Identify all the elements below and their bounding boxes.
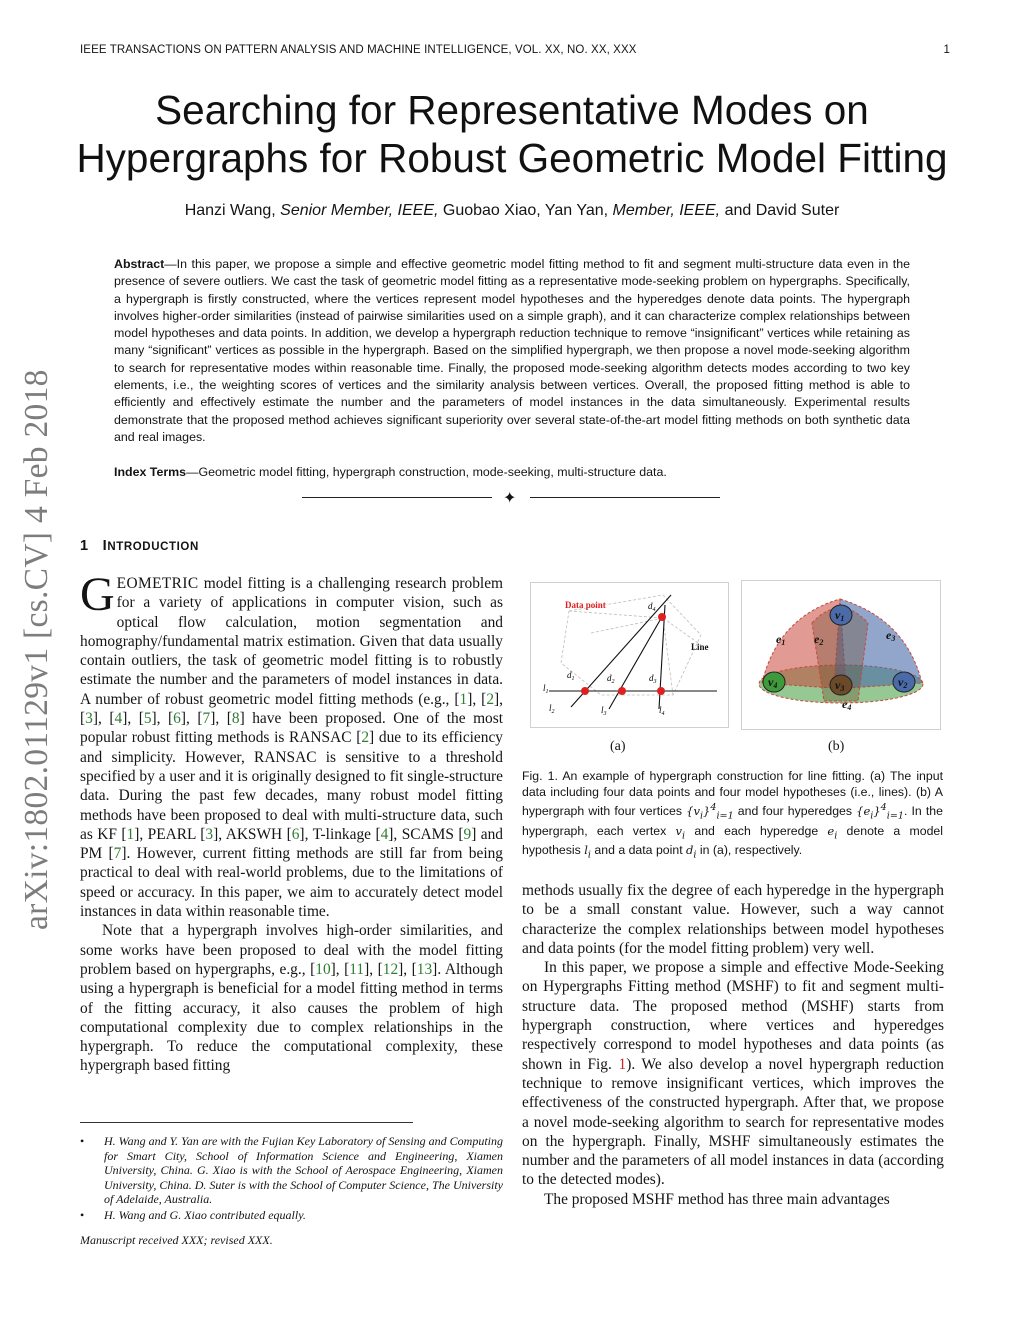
intro-paragraph-1: GEOMETRIC model fitting is a challenging research problem for a variety of applications in computer vision, such as optical flow calculation, motion segmentation and homography/fundamental matrix estimation. Given that data usually contain outliers, the task of geometric model fitting is to robustly estimate the number and the parameters of model instances in data. A number of robust geometric model fitting methods (e.g., [1], [2], [3], [4], [5], [6], [7], [8] have been proposed. One of the most popular robust fitting methods is RANSAC [2] due to its efficiency and simplicity. However, RANSAC is sensitive to a threshold specified by a user and it is originally designed to fit single-structure data. During the past few decades, many robust model fitting methods have been proposed to deal with multi-structure data, such as KF [1], PEARL [3], AKSWH [6], T-linkage [4], SCAMS [9] and PM [7]. However, current fitting methods are still far from being practical to deal with real-world problems, due to the limitations of speed or accuracy. In this paper, we aim to accurately detect model instances in data within reasonable time. — [80, 568, 504, 921]
index-terms — [114, 464, 910, 481]
journal-name: IEEE TRANSACTIONS ON PATTERN ANALYSIS AND MACHINE INTELLIGENCE, VOL. XX, NO. XX, XXX — [80, 44, 637, 56]
left-column — [80, 568, 504, 1076]
author-2-role: Member, IEEE, — [612, 202, 721, 219]
label-e1: e1 — [776, 632, 786, 647]
citation-link[interactable]: 7 — [202, 710, 211, 728]
text-run: . Although using a hypergraph is beneficial for a model fitting method in terms of the fitting accuracy, it also causes the problem of high computational complexity due to complex relationships in the hypergraph. To reduce the computational complexity, these hypergraph based fitting — [80, 960, 503, 1075]
caption-text: and four hyperedges — [733, 803, 857, 818]
text-run: , PEARL — [139, 825, 201, 843]
citation-link[interactable]: 6 — [291, 825, 300, 843]
abstract-text: —In this paper, we propose a simple and effective geometric model fitting method to fit and segment multi-structure data even in the presence of severe outliers. We cast the task of geometric model fitting as a representative mode-seeking problem on hypergraphs. Specifically, a hypergraph is firstly constructed, where the vertices represent model hypotheses and the hyperedges denote data points. The hypergraph involves higher-order similarities (instead of pairwise similarities used on a simple graph), and it can characterize complex relationships between model hypotheses and data points. In addition, we develop a hypergraph reduction technique to remove “insignificant” vertices while retaining as many “significant” vertices as possible in the hypergraph. Based on the simplified hypergraph, we then propose a novel mode-seeking algorithm to search for representative modes within reasonable time. Finally, the proposed mode-seeking algorithm detects modes according to two key elements, i.e., the weighting scores of vertices and the similarity analysis between vertices. Overall, the proposed fitting method is able to efficiently and effectively estimate the number and the parameters of model instances in the data simultaneously. Experimental results demonstrate that the proposed method achieves significant superiority over several state-of-the-art model fitting methods on both synthetic data and real images. — [114, 257, 910, 444]
caption-math: $l_i$ — [584, 843, 591, 861]
text-run: model fitting is a challenging research problem for a variety of applications in computer vision, such as optical flow calculation, motion segmentation and homography/fundamental matrix estimation. Given that data usually contain outliers, the task of geometric model fitting is to robustly estimate the number and the parameters of model instances in data. A number of robust geometric model fitting methods (e.g., — [80, 575, 503, 708]
data-point-label: Data point — [565, 600, 606, 610]
title-line-1: Searching for Representative Modes on — [155, 87, 869, 133]
footnote-equal-contribution — [80, 1208, 503, 1223]
figure-label-b: (b) — [828, 739, 845, 754]
data-point-d3 — [657, 687, 665, 695]
abstract — [114, 256, 910, 446]
label-l2: $l_2$ — [549, 703, 555, 715]
citation-link[interactable]: 2 — [361, 729, 370, 747]
figure-label-a: (a) — [610, 739, 626, 754]
label-l1: $l_1$ — [543, 683, 549, 695]
citation-link[interactable]: 11 — [349, 960, 365, 978]
manuscript-note: Manuscript received XXX; revised XXX. — [80, 1233, 273, 1247]
footnote-rule — [80, 1122, 413, 1123]
label-e3: e3 — [886, 628, 896, 643]
text-run: due to its efficiency and simplicity. However, RANSAC is sensitive to a threshold specified by a user and it is originally designed to fit single-structure data. During the past few decades, many robust model fitting methods have been proposed to deal with multi-structure data, such as KF — [80, 729, 503, 843]
abstract-label: Abstract — [114, 257, 165, 271]
author-2: Guobao Xiao, Yan Yan, — [442, 202, 609, 219]
citation-link[interactable]: 3 — [85, 710, 93, 728]
caption-text: Fig. 1. An example of hypergraph construction for line fitting. (a) The input data including four data points and four model hypotheses (i.e., lines). (b) A hypergraph with four vertices — [522, 769, 943, 818]
divider-ornament-icon: ✦ — [503, 490, 517, 507]
label-d2: $d_2$ — [607, 673, 615, 685]
citation-link[interactable]: 8 — [231, 710, 240, 728]
right-paragraph-2 — [522, 958, 944, 1190]
divider-line-left — [302, 497, 492, 498]
data-point-d4 — [658, 613, 666, 621]
author-1-role: Senior Member, IEEE, — [280, 202, 439, 219]
footnote-affiliations — [80, 1134, 503, 1207]
citation-link[interactable]: 6 — [173, 710, 181, 728]
caption-text: denote a model hypothesis — [522, 823, 943, 858]
footnote-text: H. Wang and Y. Yan are with the Fujian Key Laboratory of Sensing and Computing for Smart City, School of Information Science and Engineering, Xiamen University, China. G. Xiao is with the School of Aerospace Engineering, Xiamen University, China. D. Suter is with the School of Computer Science, The University of Adelaide, Australia. — [104, 1134, 503, 1207]
footnote-text: H. Wang and G. Xiao contributed equally. — [104, 1207, 306, 1222]
citation-link[interactable]: 13 — [416, 960, 433, 978]
caption-math: $e_i$ — [827, 823, 838, 841]
line-label: Line — [691, 642, 709, 652]
section-title-first-letter: I — [102, 538, 108, 554]
arxiv-stamp: arXiv:1802.01129v1 [cs.CV] 4 Feb 2018 — [18, 369, 55, 930]
figure-caption — [522, 769, 943, 863]
caption-text: in (a), respectively. — [696, 843, 803, 858]
author-3: and David Suter — [724, 202, 840, 219]
title-line-2: Hypergraphs for Robust Geometric Model Fitting — [76, 135, 948, 181]
page-number: 1 — [943, 44, 950, 56]
text-run: . However, current fitting methods are still far from being practical to deal with real-world problems, due to the limitations of speed or accuracy. In this paper, we aim to accurately detect model instances in data within reasonable time. — [80, 845, 503, 921]
bullet-icon: • — [80, 1207, 85, 1222]
dropcap: G — [80, 568, 115, 621]
caption-math: $\{e_i\}^4_{i=1}$ — [856, 802, 904, 822]
figure-1a — [530, 582, 729, 728]
caption-text: and a data point — [590, 843, 687, 858]
citation-link[interactable]: 3 — [205, 825, 214, 843]
section-title-rest: NTRODUCTION — [107, 541, 199, 553]
figure-1b-drawing — [742, 581, 940, 729]
label-v4: v4 — [768, 675, 778, 690]
label-v1: v1 — [835, 608, 845, 623]
section-number: 1 — [80, 538, 89, 554]
text-run: In this paper, we propose a simple and effective Mode-Seeking on Hypergraphs Fitting method (MSHF) to fit and segment multi-structure data. The proposed method (MSHF) starts from hypergraph construction, where vertices and hyperedges respectively correspond to model hypotheses and data points (as shown in Fig. — [522, 959, 944, 1073]
right-column — [522, 881, 944, 1209]
label-l3: $l_3$ — [601, 705, 607, 717]
section-heading — [80, 538, 199, 554]
author-1: Hanzi Wang, — [184, 202, 276, 219]
citation-link[interactable]: 12 — [382, 960, 399, 978]
index-terms-label: Index Terms — [114, 465, 187, 479]
running-head — [80, 44, 950, 56]
label-e2: e2 — [814, 632, 824, 647]
text-run: , SCAMS — [393, 825, 459, 843]
text-run: ). We also develop a novel hypergraph reduction technique to remove insignificant vertices, which improves the effectiveness of the constructed hypergraph. After that, we propose a novel mode-seeking algorithm to search for representative modes on the hypergraph. Finally, MSHF simultaneously estimates the number and the parameters of all model instances in data (according to the detected modes). — [522, 1055, 944, 1189]
figure-1b — [741, 580, 941, 730]
caption-math: $d_i$ — [686, 843, 697, 861]
text-run: and PM — [80, 825, 503, 863]
bullet-icon: • — [80, 1134, 85, 1148]
citation-link[interactable]: 1 — [459, 690, 468, 708]
figure-1a-drawing — [531, 583, 728, 727]
label-d3: $d_3$ — [649, 673, 657, 685]
label-v3: v3 — [835, 678, 845, 693]
caption-math: $v_i$ — [675, 823, 686, 841]
citation-link[interactable]: 10 — [315, 960, 331, 978]
citation-link[interactable]: 5 — [143, 710, 152, 728]
citation-link[interactable]: 2 — [486, 690, 495, 708]
smallcaps-word: EOMETRIC — [116, 575, 199, 592]
caption-text: . In the hypergraph, each vertex — [522, 803, 943, 838]
right-paragraph-3: The proposed MSHF method has three main advantages — [544, 1190, 890, 1208]
data-point-d2 — [618, 687, 626, 695]
model-lines — [549, 595, 717, 709]
citation-link[interactable]: 9 — [463, 825, 472, 843]
dashed-guides — [561, 595, 701, 695]
right-paragraph-1: methods usually fix the degree of each hyperedge in the hypergraph to be a small constant value. However, such a way cannot characterize the complex relationships between model hypotheses and data points (for the model fitting problem) very well. — [522, 882, 944, 957]
paper-title — [60, 86, 964, 182]
footnotes — [80, 1134, 503, 1224]
text-run: , AKSWH — [218, 825, 287, 843]
label-d4: $d_4$ — [648, 601, 656, 613]
citation-link[interactable]: 1 — [126, 825, 135, 843]
label-d1: $d_1$ — [567, 670, 575, 682]
citation-link[interactable]: 4 — [114, 710, 123, 728]
label-l4: $l_4$ — [659, 705, 665, 717]
text-run: have been proposed. One of the most popular robust fitting methods is RANSAC — [80, 710, 504, 747]
caption-math: $\{v_i\}^4_{i=1}$ — [686, 802, 734, 822]
divider-line-right — [530, 497, 720, 498]
text-run: , T-linkage — [304, 825, 376, 843]
intro-paragraph-2: Note that a hypergraph involves high-order similarities, and some works have been proposed to deal with the model fitting problem based on hypergraphs, e.g., [10], [11], [12], [13]. Although using a hypergraph is beneficial for a model fitting method in terms of the fitting accuracy, it also causes the problem of high computational complexity due to complex relationships in the hypergraph. To reduce the computational complexity, these hypergraph based fitting — [80, 922, 503, 1075]
text-run: Note that a hypergraph involves high-order similarities, and some works have been proposed to deal with the model fitting problem based on hypergraphs, e.g., — [80, 922, 503, 978]
figure-reference-link[interactable]: 1 — [618, 1055, 627, 1073]
citation-link[interactable]: 4 — [380, 825, 389, 843]
citation-link[interactable]: 7 — [113, 845, 122, 863]
label-v2: v2 — [898, 675, 908, 690]
line-l3 — [609, 615, 663, 709]
author-list — [60, 202, 964, 220]
label-e4: e4 — [842, 697, 852, 712]
index-terms-text: —Geometric model fitting, hypergraph construction, mode-seeking, multi-structure data. — [186, 465, 667, 479]
caption-text: and each hyperedge — [685, 823, 828, 838]
data-point-d1 — [581, 687, 589, 695]
